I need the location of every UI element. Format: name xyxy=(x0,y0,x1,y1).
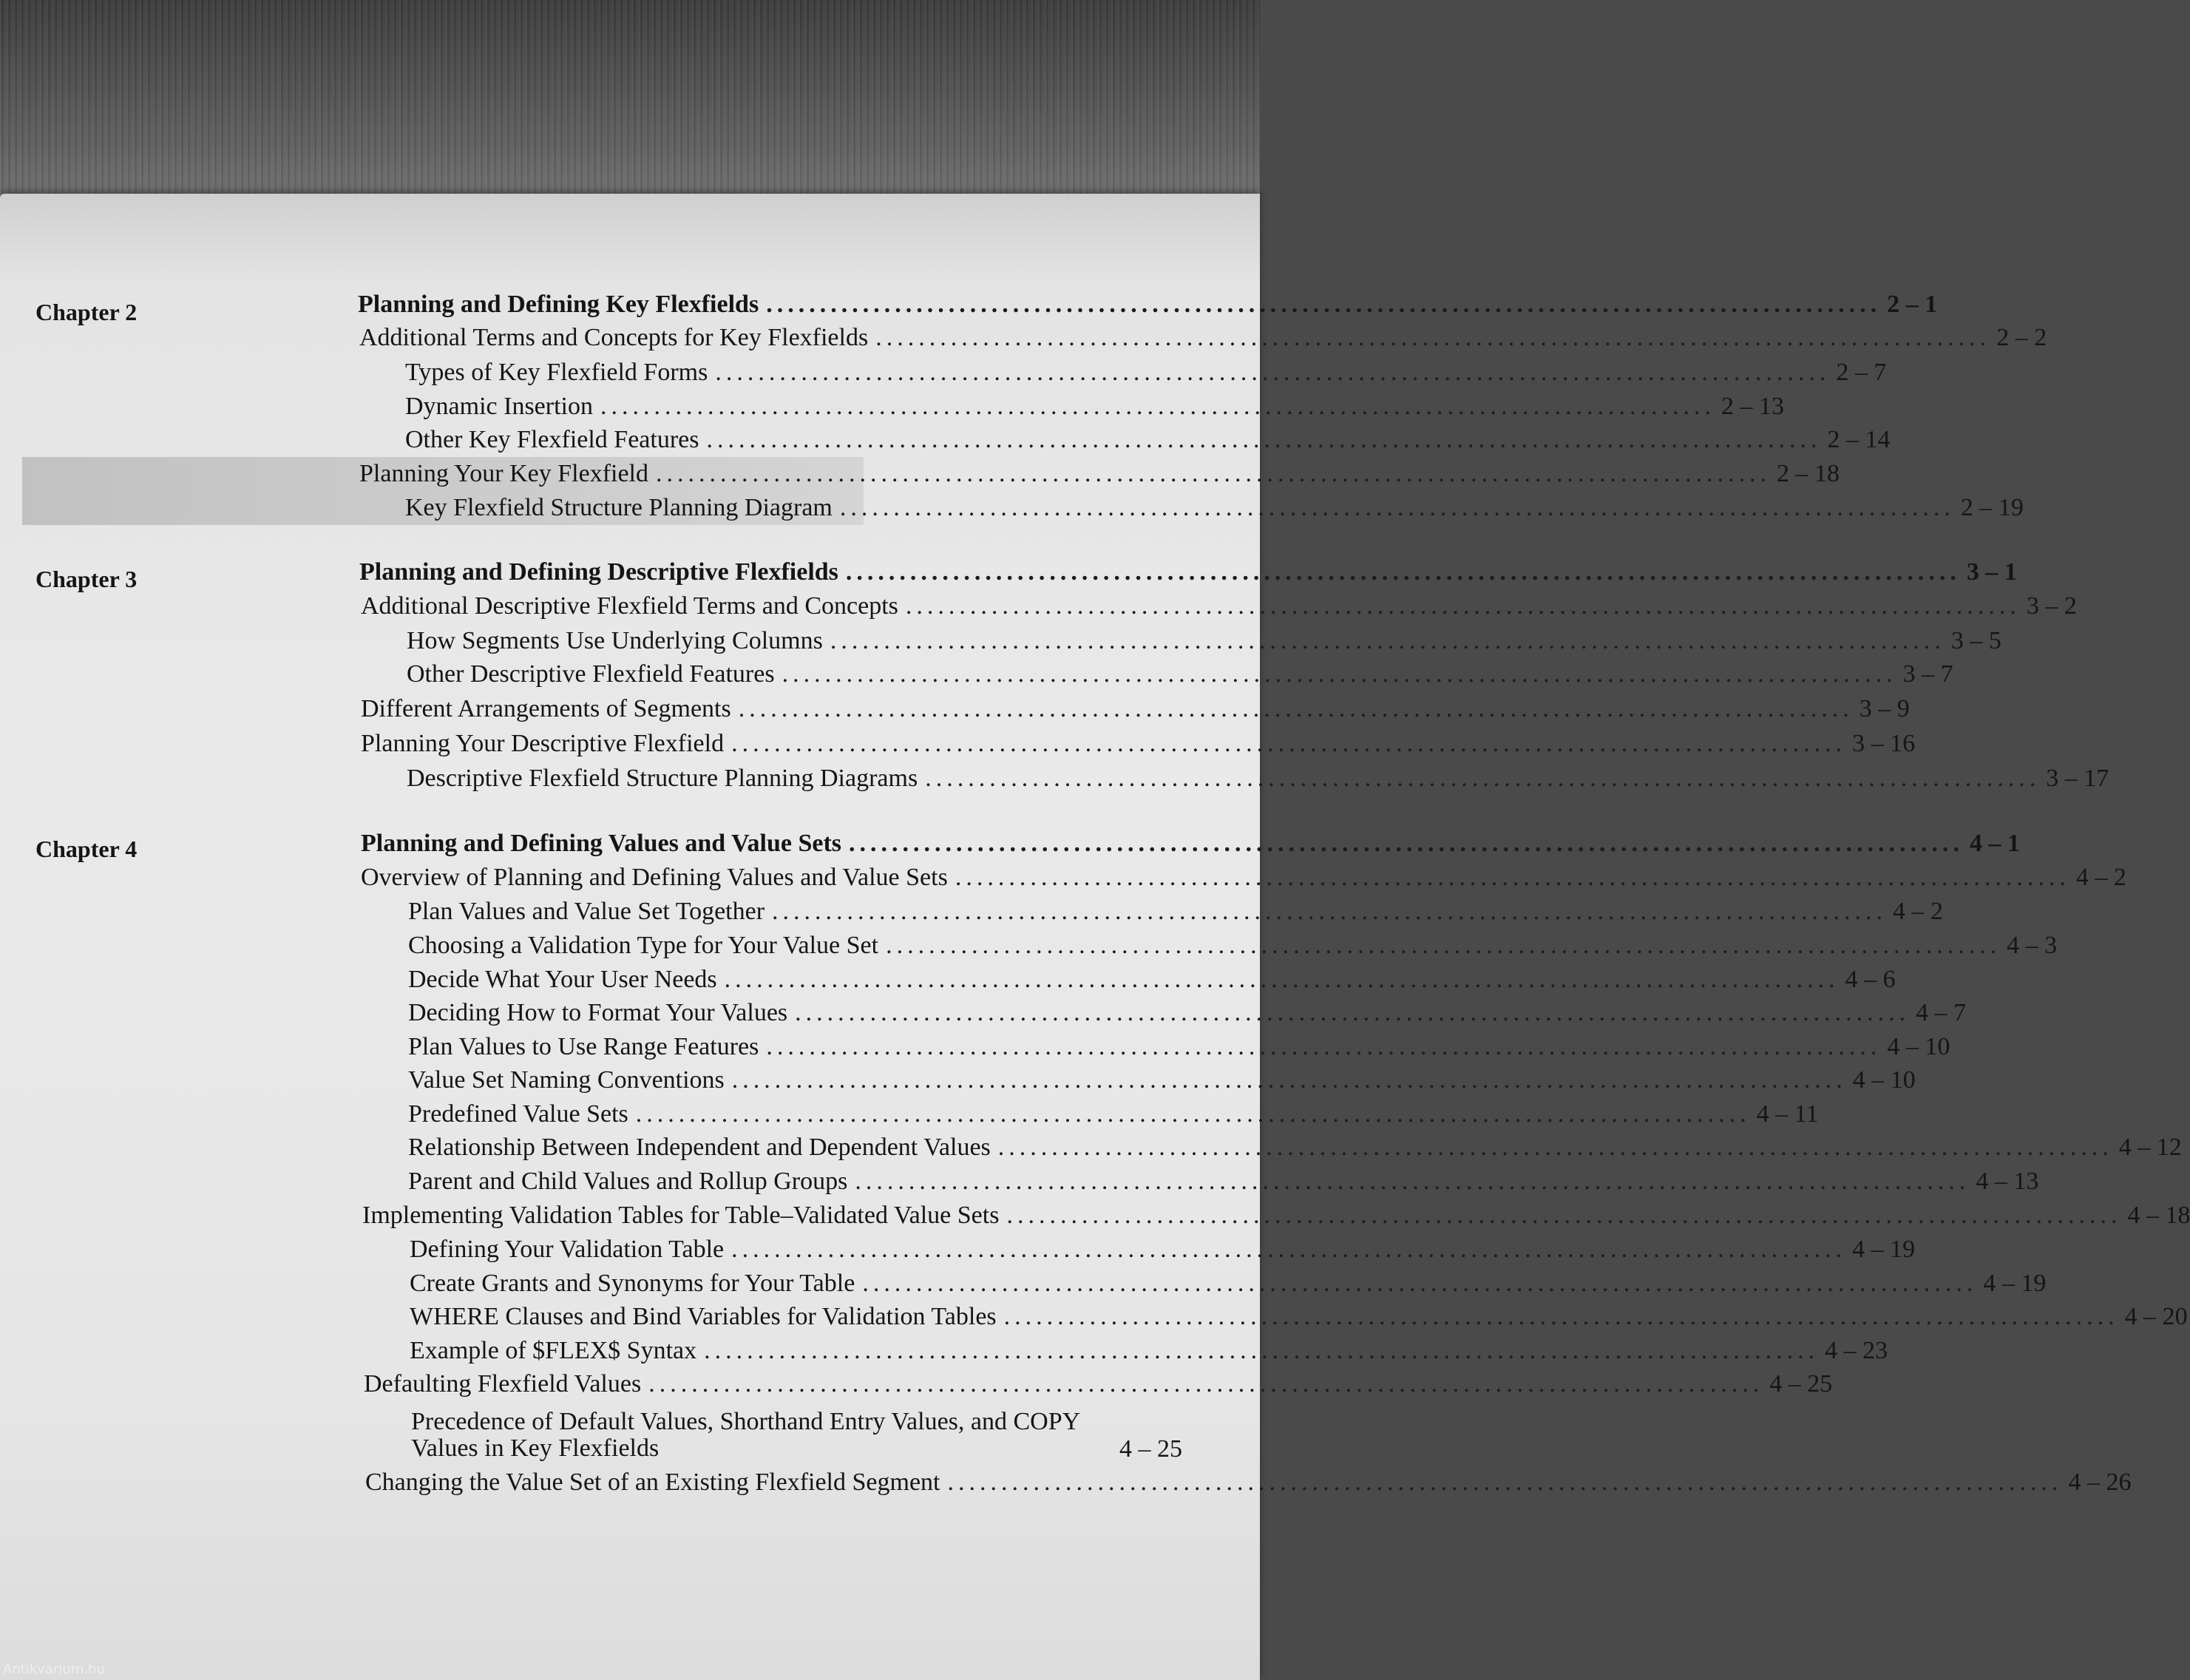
toc-page: 4 – 26 xyxy=(2068,1469,2132,1496)
toc-page: 3 – 9 xyxy=(1859,695,1910,722)
toc-title: Other Descriptive Flexfield Features xyxy=(407,660,775,688)
toc-leader: ........................................................................................................ xyxy=(782,660,1897,688)
toc-entry xyxy=(405,359,1887,386)
toc-leader: ........................................................................................................ xyxy=(905,592,2021,620)
toc-title: Parent and Child Values and Rollup Groups xyxy=(408,1168,848,1195)
toc-entry xyxy=(361,830,2021,857)
toc-leader: ........................................................................................................ xyxy=(947,1469,2063,1496)
toc-leader: ........................................................................................................ xyxy=(706,426,1822,453)
toc-title: Planning and Defining Descriptive Flexfields xyxy=(359,558,838,586)
background-surface xyxy=(0,0,1260,203)
toc-entry xyxy=(408,1168,2039,1195)
toc-entry xyxy=(364,1370,1833,1398)
toc-entry xyxy=(361,730,1916,757)
toc-leader: ........................................................................................................ xyxy=(925,765,2041,792)
toc-page: 3 – 1 xyxy=(1966,558,2017,586)
toc-title: Create Grants and Synonyms for Your Table xyxy=(410,1270,855,1297)
toc-entry xyxy=(359,324,2047,351)
toc-title: Key Flexfield Structure Planning Diagram xyxy=(405,494,833,521)
toc-title: Decide What Your User Needs xyxy=(408,966,717,993)
toc-entry xyxy=(410,1303,2188,1330)
toc-page: 3 – 7 xyxy=(1902,660,1953,688)
toc-entry xyxy=(407,627,2001,654)
toc-title: Defining Your Validation Table xyxy=(410,1236,725,1263)
toc-leader: ........................................................................................................ xyxy=(845,558,1961,586)
toc-leader: ........................................................................................................ xyxy=(795,999,1911,1026)
toc-page: 4 – 12 xyxy=(2118,1134,2182,1161)
toc-entry xyxy=(408,1033,1950,1060)
toc-entry xyxy=(407,765,2109,792)
toc-leader: ........................................................................................................ xyxy=(839,494,1955,521)
toc-leader: ........................................................................................................ xyxy=(648,1370,1764,1398)
toc-title: Dynamic Insertion xyxy=(405,393,593,420)
toc-page: 4 – 19 xyxy=(1852,1236,1916,1263)
toc-leader: ........................................................................................................ xyxy=(724,966,1840,993)
toc-title: Additional Descriptive Flexfield Terms and Concepts xyxy=(361,592,898,620)
toc-entry xyxy=(359,558,2017,586)
toc-page: 2 – 18 xyxy=(1777,460,1840,487)
toc-leader: ........................................................................................................ xyxy=(875,324,1991,351)
toc-leader: ........................................................................................................ xyxy=(997,1134,2113,1161)
toc-entry xyxy=(410,1270,2047,1297)
toc-entry xyxy=(407,660,1953,688)
toc-page: 3 – 2 xyxy=(2026,592,2077,620)
toc-page: 4 – 20 xyxy=(2124,1303,2188,1330)
toc-leader: ........................................................................................................ xyxy=(731,730,1847,757)
toc-leader: ........................................................................................................ xyxy=(886,932,2001,959)
toc-title: Implementing Validation Tables for Table–Validated Value Sets xyxy=(362,1202,1000,1229)
toc-leader: ........................................................................................................ xyxy=(772,898,1888,925)
toc-page: 4 – 1 xyxy=(1970,830,2021,857)
toc-entry xyxy=(361,864,2126,891)
toc-page: 3 – 17 xyxy=(2046,765,2109,792)
toc-page: 4 – 2 xyxy=(1893,898,1944,925)
toc-entry xyxy=(408,898,1944,925)
chapter-label-4: Chapter 4 xyxy=(35,836,138,862)
toc-page: 4 – 3 xyxy=(2007,932,2058,959)
toc-entry xyxy=(408,932,2058,959)
toc-title: Planning and Defining Key Flexfields xyxy=(358,291,759,318)
toc-page: 3 – 16 xyxy=(1852,730,1916,757)
toc-page: 4 – 13 xyxy=(1976,1168,2039,1195)
toc-page: 4 – 19 xyxy=(1983,1270,2047,1297)
toc-leader: ........................................................................................................ xyxy=(1003,1303,2119,1330)
toc-entry xyxy=(408,1100,1819,1128)
toc-page: 4 – 18 xyxy=(2127,1202,2190,1229)
toc-entry xyxy=(410,1337,1888,1364)
toc-leader: ........................................................................................................ xyxy=(731,1066,1847,1094)
toc-leader: ........................................................................................................ xyxy=(635,1100,1751,1128)
toc-title: Deciding How to Format Your Values xyxy=(408,999,788,1026)
toc-entry xyxy=(405,494,2024,521)
toc-title: WHERE Clauses and Bind Variables for Validation Tables xyxy=(410,1303,997,1330)
toc-entry xyxy=(405,426,1891,453)
toc-page: 4 – 25 xyxy=(1119,1435,1182,1463)
toc-title: Planning Your Key Flexfield xyxy=(359,460,648,487)
toc-title: Descriptive Flexfield Structure Planning Diagrams xyxy=(407,765,918,792)
toc-title: Different Arrangements of Segments xyxy=(361,695,731,722)
toc-entry xyxy=(408,999,1967,1026)
toc-leader: ........................................................................................................ xyxy=(830,627,1945,654)
toc-entry xyxy=(359,460,1840,487)
toc-leader: ........................................................................................................ xyxy=(955,864,2070,891)
toc-page: 4 – 6 xyxy=(1845,966,1896,993)
toc-title: Choosing a Validation Type for Your Value Set xyxy=(408,932,879,959)
toc-title: Plan Values and Value Set Together xyxy=(408,898,765,925)
toc-title: Predefined Value Sets xyxy=(408,1100,628,1128)
toc-title: Changing the Value Set of an Existing Flexfield Segment xyxy=(365,1469,940,1496)
toc-page: 4 – 10 xyxy=(1852,1066,1916,1094)
toc-title: Additional Terms and Concepts for Key Flexfields xyxy=(359,324,869,351)
toc-page: 2 – 19 xyxy=(1960,494,2024,521)
toc-page: 4 – 7 xyxy=(1916,999,1967,1026)
toc-page: 2 – 7 xyxy=(1836,359,1887,386)
toc-entry xyxy=(411,1408,1182,1463)
toc-page: 4 – 11 xyxy=(1756,1100,1819,1128)
toc-page: 2 – 2 xyxy=(1996,324,2047,351)
toc-leader: ........................................................................................................ xyxy=(738,695,1854,722)
toc-title: Precedence of Default Values, Shorthand Entry Values, and COPY Values in Key Flexfields xyxy=(411,1408,1079,1463)
toc-title: Types of Key Flexfield Forms xyxy=(405,359,708,386)
toc-page: 2 – 13 xyxy=(1721,393,1784,420)
toc-leader: ........................................................................................................ xyxy=(849,830,1964,857)
toc-entry xyxy=(361,695,1910,722)
toc-title: Value Set Naming Conventions xyxy=(408,1066,725,1094)
toc-title: Plan Values to Use Range Features xyxy=(408,1033,759,1060)
toc-title: Overview of Planning and Defining Values and Value Sets xyxy=(361,864,948,891)
toc-leader: ........................................................................................................ xyxy=(715,359,1831,386)
toc-page: 4 – 25 xyxy=(1769,1370,1833,1398)
chapter-label-2: Chapter 2 xyxy=(35,299,138,325)
toc-entry xyxy=(361,592,2077,620)
toc-leader: ........................................................................................................ xyxy=(862,1270,1978,1297)
toc-page: 4 – 10 xyxy=(1887,1033,1950,1060)
toc-page: 3 – 5 xyxy=(1950,627,2001,654)
toc-page: 2 – 14 xyxy=(1827,426,1891,453)
toc-entry xyxy=(410,1236,1916,1263)
watermark-text: Antikvarium.hu xyxy=(3,1662,105,1677)
toc-entry xyxy=(408,1066,1916,1094)
toc-title: Relationship Between Independent and Dependent Values xyxy=(408,1134,991,1161)
toc-entry xyxy=(362,1202,2190,1229)
toc-entry xyxy=(408,1134,2182,1161)
toc-page: 2 – 1 xyxy=(1887,291,1938,318)
toc-title: Planning Your Descriptive Flexfield xyxy=(361,730,725,757)
toc-title: Planning and Defining Values and Value Sets xyxy=(361,830,842,857)
toc-leader: ........................................................................................................ xyxy=(766,1033,1882,1060)
toc-leader: ........................................................................................................ xyxy=(704,1337,1820,1364)
toc-leader: ........................................................................................................ xyxy=(1006,1202,2122,1229)
toc-leader: ........................................................................................................ xyxy=(731,1236,1847,1263)
toc-title: How Segments Use Underlying Columns xyxy=(407,627,823,654)
toc-entry xyxy=(365,1469,2132,1496)
toc-title: Defaulting Flexfield Values xyxy=(364,1370,642,1398)
toc-entry xyxy=(405,393,1784,420)
toc-entry xyxy=(358,291,1938,318)
toc-leader: ........................................................................................................ xyxy=(855,1168,1970,1195)
toc-leader: ........................................................................................................ xyxy=(600,393,1715,420)
chapter-label-3: Chapter 3 xyxy=(35,566,138,592)
toc-page: 4 – 2 xyxy=(2075,864,2126,891)
toc-title: Example of $FLEX$ Syntax xyxy=(410,1337,697,1364)
toc-entry xyxy=(408,966,1896,993)
toc-title: Other Key Flexfield Features xyxy=(405,426,699,453)
toc-leader: ........................................................................................................ xyxy=(656,460,1771,487)
toc-page: 4 – 23 xyxy=(1825,1337,1888,1364)
toc-leader: ........................................................................................................ xyxy=(766,291,1882,318)
